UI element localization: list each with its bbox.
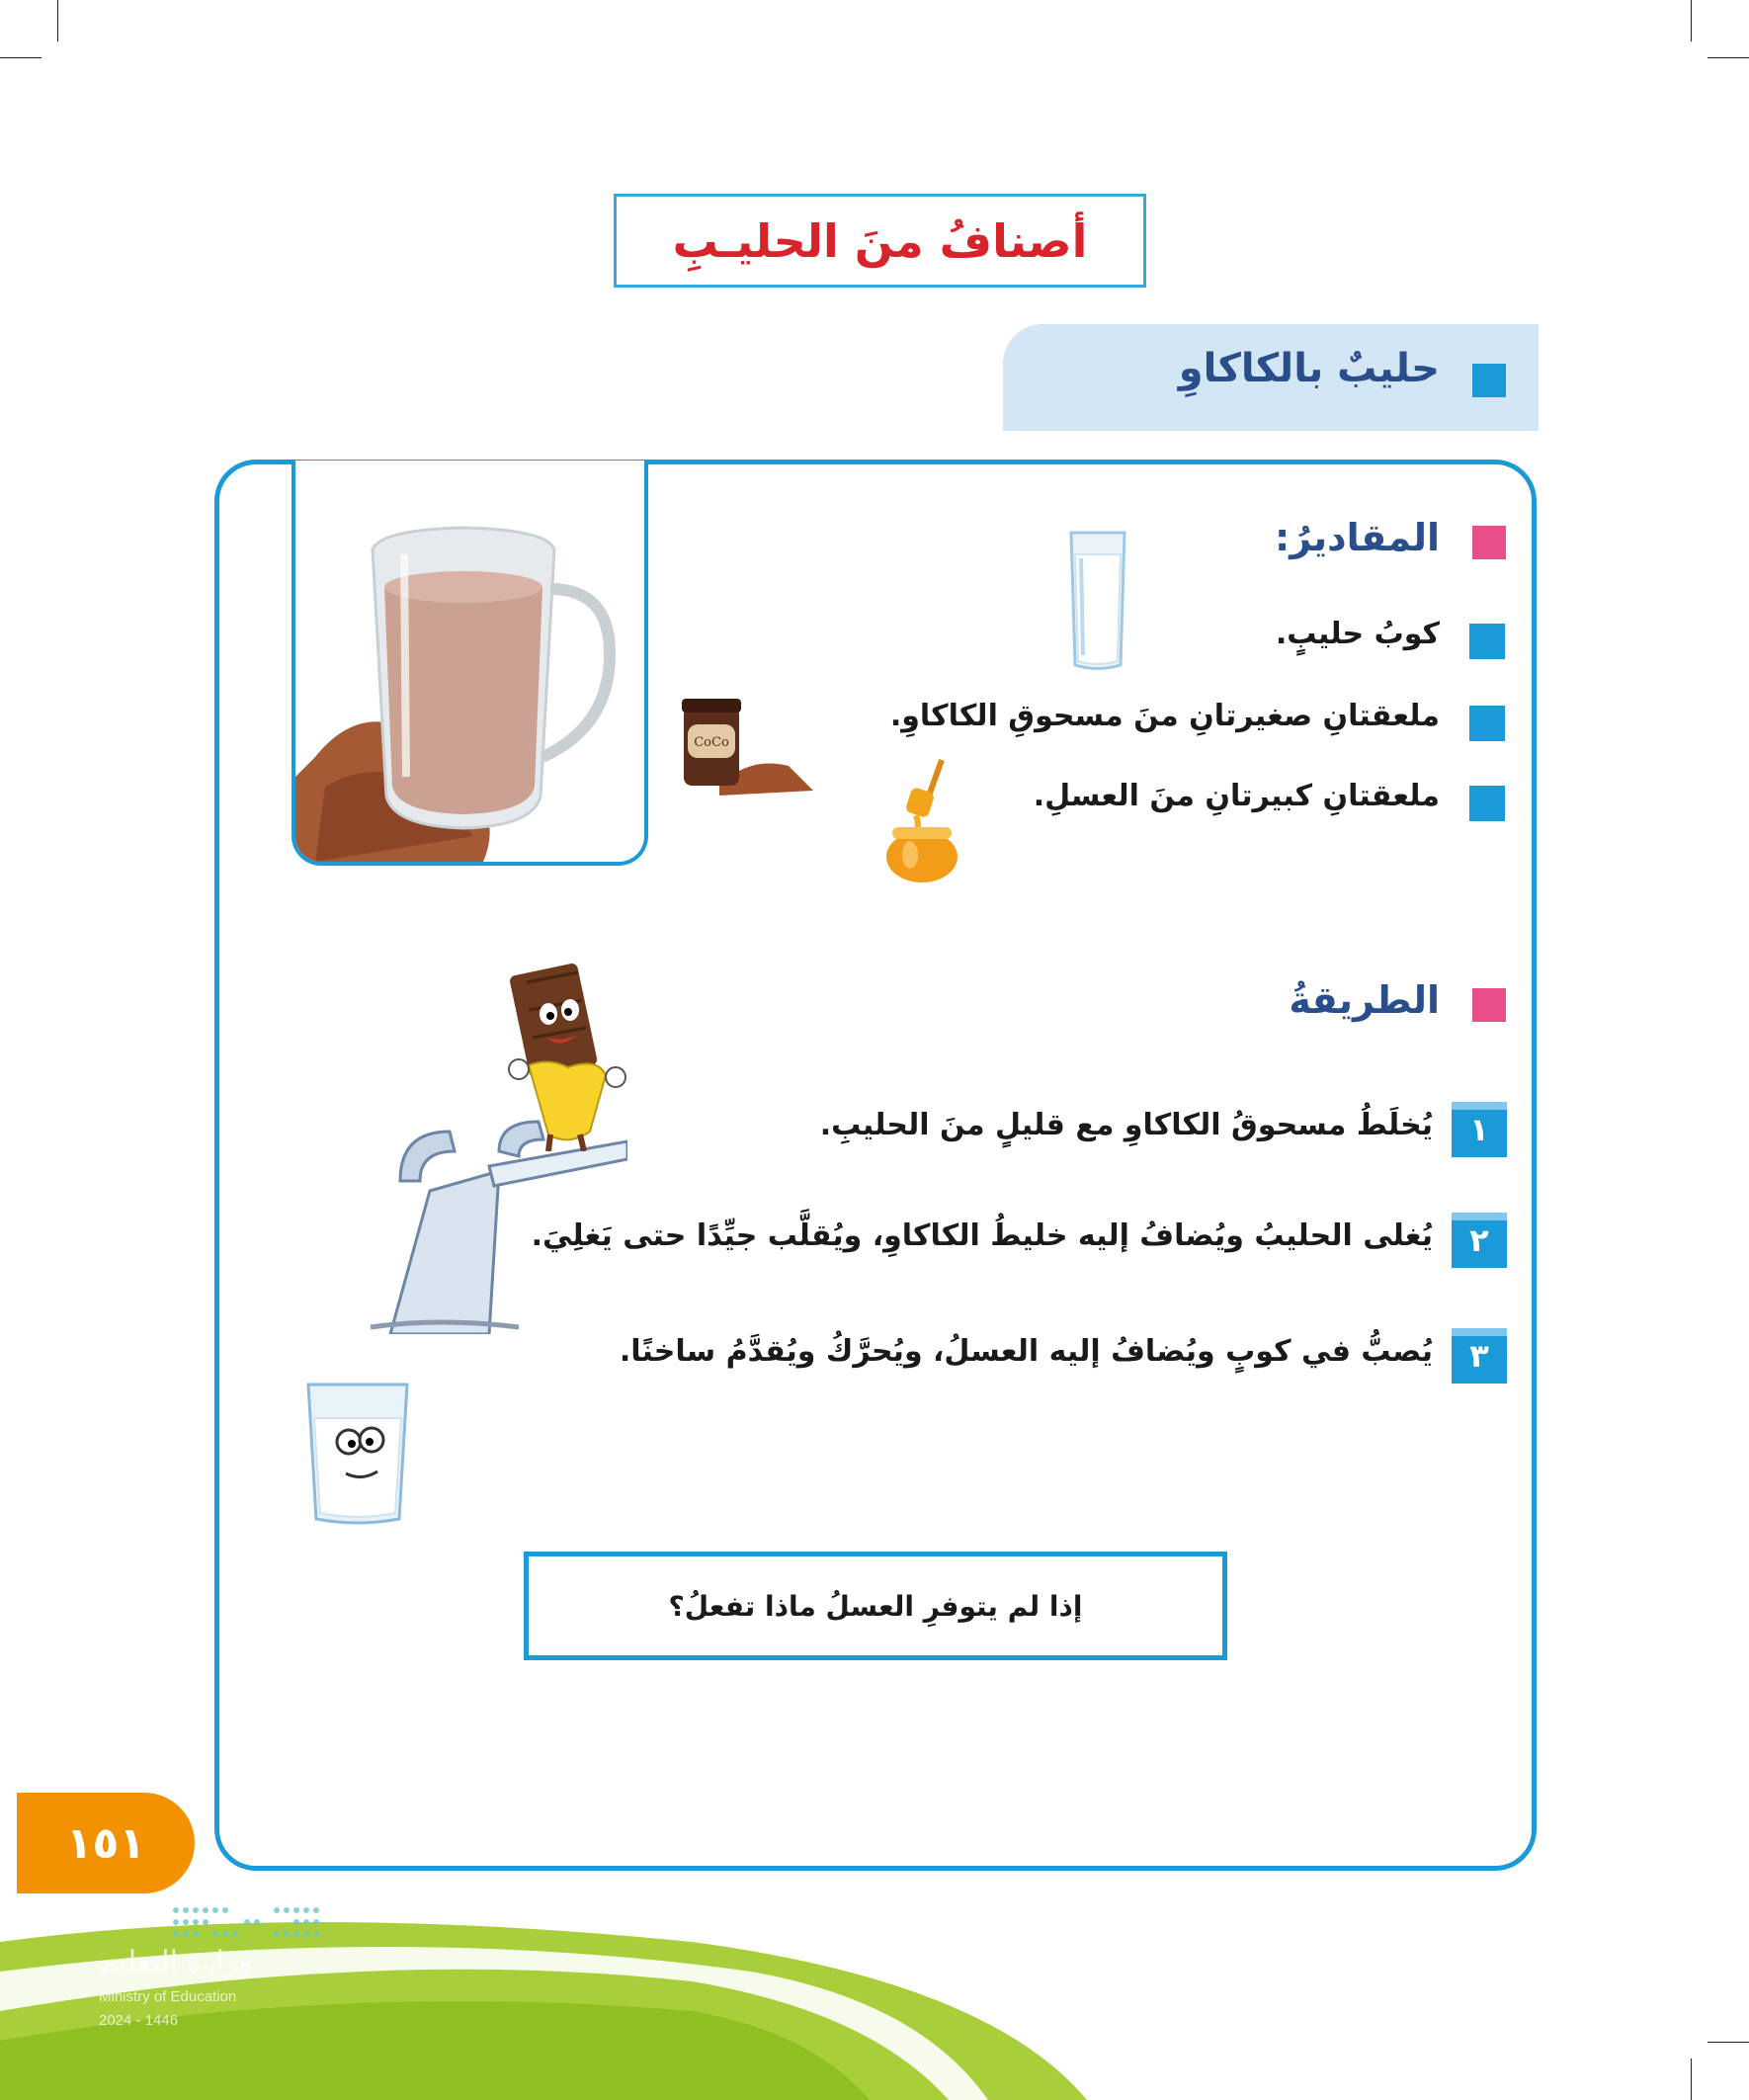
step-text: يُغلى الحليبُ ويُضافُ إليه خليطُ الكاكاوِ، ويُقلَّب جيِّدًا حتى يَغلِيَ. — [531, 1218, 1433, 1253]
square-bullet-icon — [1469, 786, 1505, 821]
question-text: إذا لم يتوفرِ العسلُ ماذا تفعلُ؟ — [668, 1589, 1083, 1623]
ministry-logo-icon — [168, 1902, 326, 1942]
ingredients-heading: المقاديرُ: — [1275, 516, 1440, 559]
method-heading: الطريقةُ — [1289, 978, 1440, 1022]
milk-glass-mascot — [304, 1379, 411, 1527]
cocoa-mug-icon — [295, 461, 644, 862]
ministry-name-arabic: وزارة التعليم — [99, 1946, 253, 1978]
svg-text:CoCo: CoCo — [694, 735, 729, 750]
step-number: ٣ — [1469, 1337, 1489, 1375]
page-number: ١٥١ — [65, 1817, 146, 1869]
ingredient-item: ملعقتانِ صغيرتانِ منَ مسحوقِ الكاكاوِ. — [889, 699, 1440, 733]
step-number-badge — [1452, 1102, 1507, 1157]
ingredient-item: كوبُ حليبٍ. — [1275, 617, 1440, 651]
crop-mark — [1707, 57, 1749, 58]
section-header — [1003, 324, 1539, 431]
ingredient-item: ملعقتانِ كبيرتانِ منَ العسلِ. — [1033, 779, 1440, 813]
square-bullet-icon — [1472, 364, 1506, 397]
page-title: أصنافُ منَ الحليـبِ — [672, 213, 1088, 268]
chocolate-bar-mascot — [499, 959, 632, 1151]
ministry-year: 2024 - 1446 — [99, 2012, 179, 2029]
step-number-badge — [1452, 1328, 1507, 1384]
crop-mark — [0, 57, 42, 58]
step-number-badge — [1452, 1213, 1507, 1268]
badge-highlight — [1452, 1213, 1507, 1220]
glass-of-milk-icon — [1067, 529, 1128, 672]
ministry-name-english: Ministry of Education — [99, 1988, 237, 2005]
square-bullet-icon — [1469, 706, 1505, 741]
crop-mark — [57, 0, 58, 42]
pink-square-bullet-icon — [1472, 988, 1506, 1022]
crop-mark — [1691, 0, 1692, 42]
square-bullet-icon — [1469, 624, 1505, 659]
step-number: ١ — [1469, 1111, 1489, 1148]
badge-highlight — [1452, 1328, 1507, 1336]
question-box — [524, 1552, 1227, 1660]
honey-pot-icon — [882, 756, 966, 884]
step-text: يُصبُّ في كوبٍ ويُضافُ إليه العسلُ، ويُحرَّكُ ويُقدَّمُ ساخنًا. — [619, 1334, 1433, 1369]
page-number-tab — [17, 1793, 195, 1893]
pink-square-bullet-icon — [1472, 526, 1506, 559]
page-title-box — [614, 194, 1146, 288]
cocoa-milk-photo — [292, 461, 648, 866]
cocoa-jar-icon — [680, 697, 813, 800]
badge-highlight — [1452, 1102, 1507, 1110]
step-number: ٢ — [1469, 1221, 1489, 1259]
section-title: حليبٌ بالكاكاوِ — [1178, 346, 1440, 391]
step-text: يُخلَطُ مسحوقُ الكاكاوِ مع قليلٍ منَ الحليبِ. — [819, 1108, 1433, 1142]
